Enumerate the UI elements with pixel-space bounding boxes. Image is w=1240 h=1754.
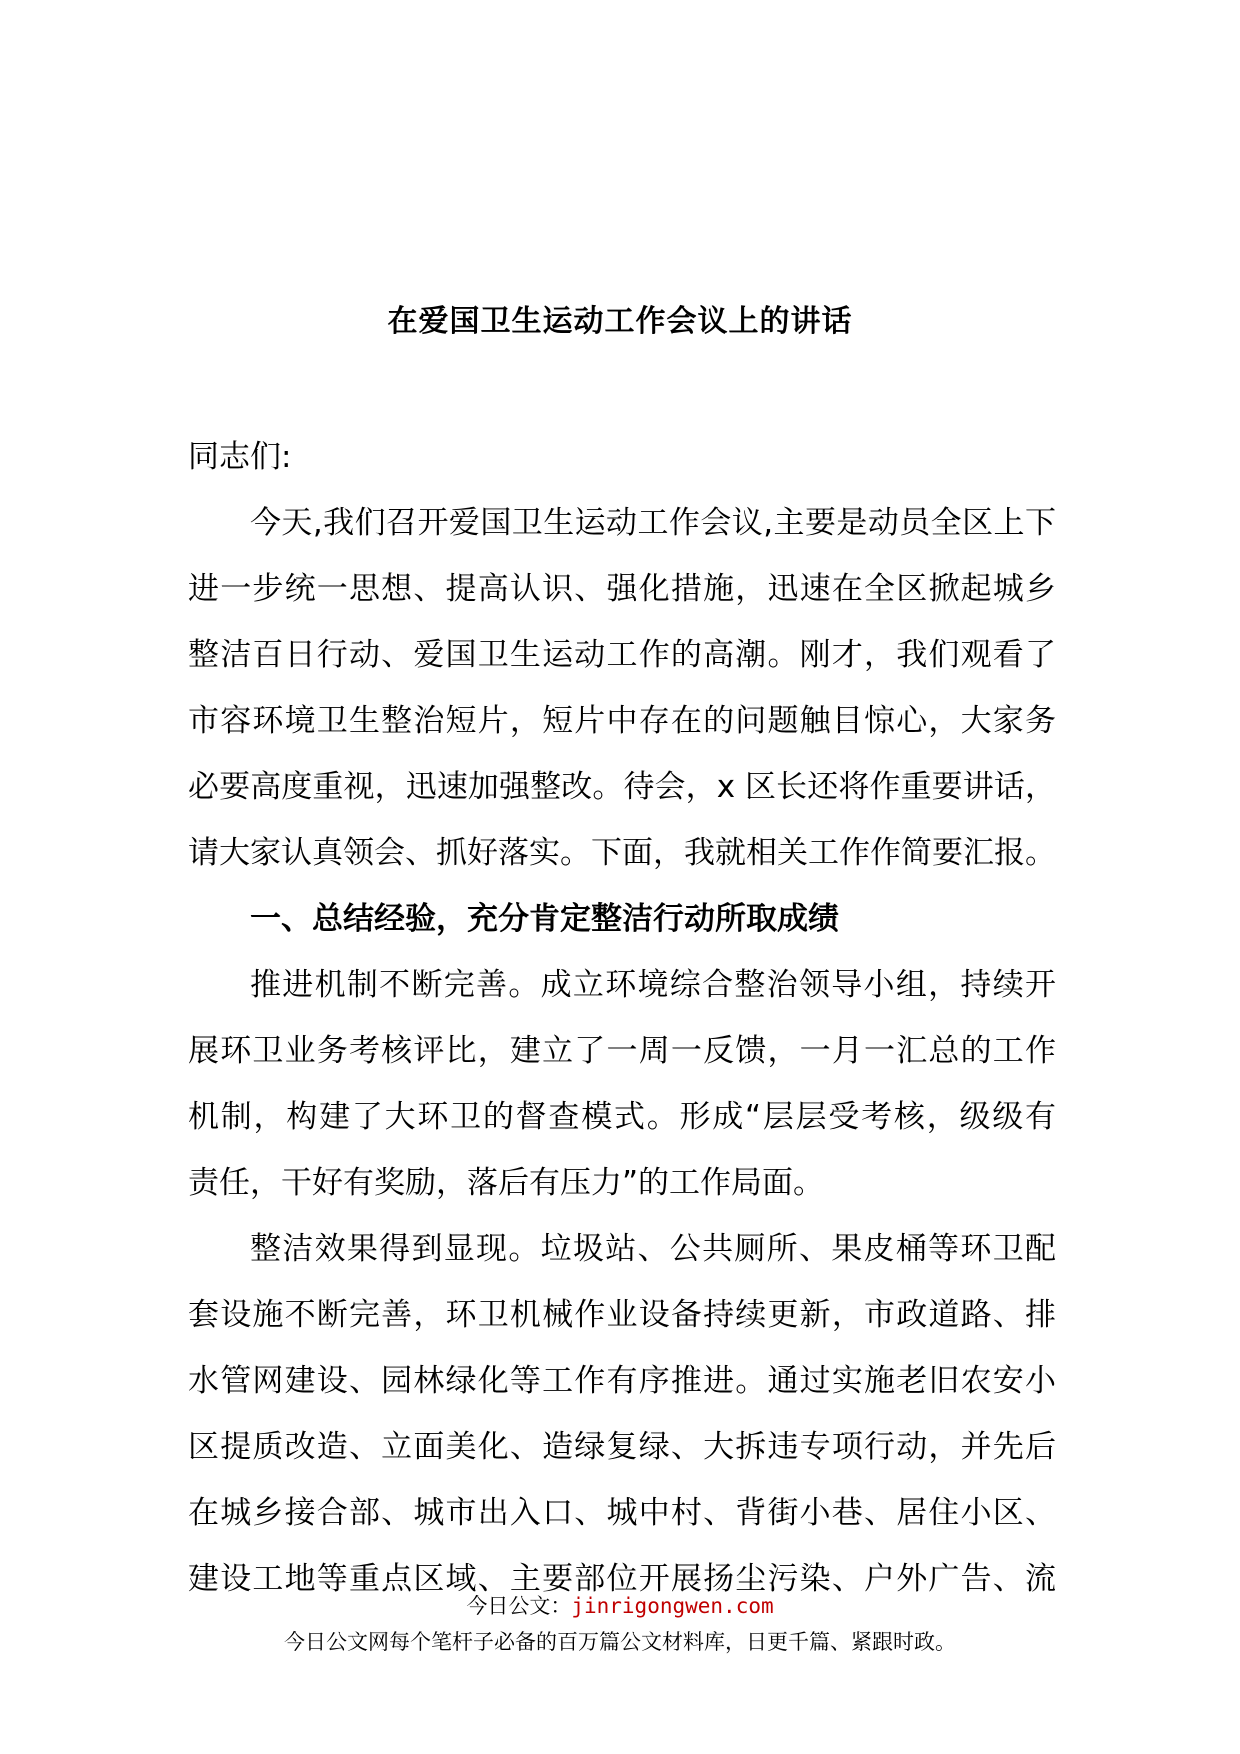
paragraph-1-line-5: 必要高度重视，迅速加强整改。待会，x 区长还将作重要讲话， xyxy=(188,769,1056,805)
section-heading-1: 一、总结经验，充分肯定整洁行动所取成绩 xyxy=(250,901,839,937)
paragraph-2-line-4: 责任，干好有奖励，落后有压力”的工作局面。 xyxy=(188,1165,825,1201)
paragraph-3-line-3: 水管网建设、园林绿化等工作有序推进。通过实施老旧农安小 xyxy=(188,1363,1056,1399)
footer-tagline: 今日公文网每个笔杆子必备的百万篇公文材料库，日更千篇、紧跟时政。 xyxy=(284,1630,956,1654)
document-body xyxy=(188,424,1056,1612)
paragraph-2-line-3: 机制，构建了大环卫的督查模式。形成“层层受考核，级级有 xyxy=(188,1099,1056,1135)
paragraph-1-line-4: 市容环境卫生整治短片，短片中存在的问题触目惊心，大家务 xyxy=(188,703,1056,739)
paragraph-3-line-2: 套设施不断完善，环卫机械作业设备持续更新，市政道路、排 xyxy=(188,1297,1056,1333)
paragraph-1-line-1: 今天,我们召开爱国卫生运动工作会议,主要是动员全区上下 xyxy=(250,505,1056,541)
paragraph-3-line-5: 在城乡接合部、城市出入口、城中村、背街小巷、居住小区、 xyxy=(188,1495,1056,1531)
paragraph-1-line-3: 整洁百日行动、爱国卫生运动工作的高潮。刚才，我们观看了 xyxy=(188,637,1056,673)
paragraph-3-line-4: 区提质改造、立面美化、造绿复绿、大拆违专项行动，并先后 xyxy=(188,1429,1056,1465)
paragraph-3-line-1: 整洁效果得到显现。垃圾站、公共厕所、果皮桶等环卫配 xyxy=(250,1231,1056,1267)
paragraph-2-line-2: 展环卫业务考核评比，建立了一周一反馈，一月一汇总的工作 xyxy=(188,1033,1056,1069)
footer-prefix: 今日公文： xyxy=(466,1594,572,1618)
paragraph-1-line-6: 请大家认真领会、抓好落实。下面，我就相关工作作简要汇报。 xyxy=(188,835,1056,871)
paragraph-1-line-2: 进一步统一思想、提高认识、强化措施，迅速在全区掀起城乡 xyxy=(188,571,1056,607)
document-title: 在爱国卫生运动工作会议上的讲话 xyxy=(387,304,853,339)
paragraph-2-line-1: 推进机制不断完善。成立环境综合整治领导小组，持续开 xyxy=(250,967,1056,1003)
paragraph-3-line-6: 建设工地等重点区域、主要部位开展扬尘污染、户外广告、流 xyxy=(188,1561,1056,1597)
footer-source xyxy=(0,1590,1240,1620)
footer-url-link[interactable]: jinrigongwen.com xyxy=(571,1594,774,1618)
salutation: 同志们: xyxy=(188,439,292,475)
